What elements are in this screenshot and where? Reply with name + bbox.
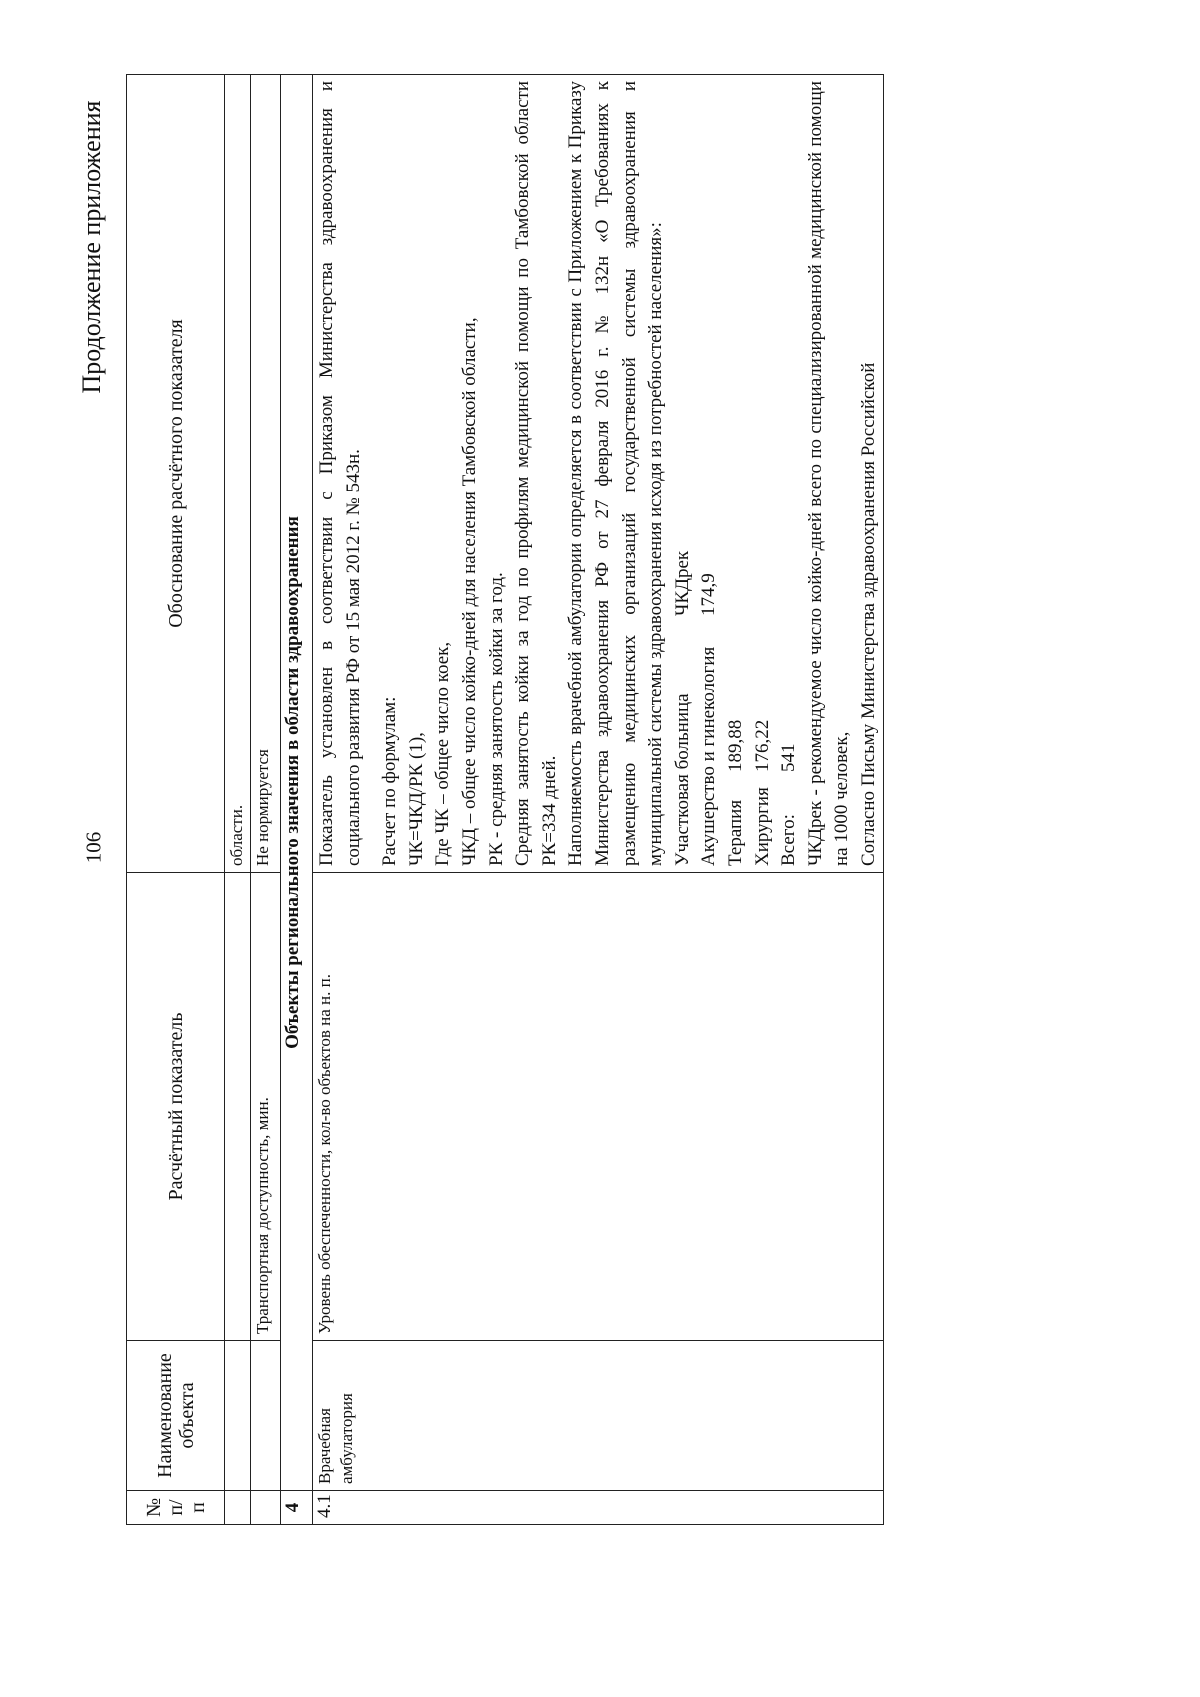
- bed-days-row: Всего:541: [778, 743, 800, 866]
- header-justification: Обоснование расчётного показателя: [127, 75, 225, 873]
- running-title: Продолжение приложения: [77, 100, 106, 394]
- justification-line: Наполняемость врачебной амбулатории определяется в соответствии с Приложением к Приказу Министерства здравоохранения РФ от 27 февраля 2016 г. № 132н «О Требованиях к размещению медицинских организаций государственной системы здравоохранения и муниципальной системы здравоохранения исходя из потребностей населения»:: [565, 81, 667, 866]
- row-number: 4.1: [313, 1491, 884, 1525]
- justification-line: Расчет по формулам:: [379, 696, 401, 866]
- table-row-transport: [251, 75, 281, 1525]
- justification-line: Средняя занятость койки за год по профилям медицинской помощи по Тамбовской области РК=334 дней.: [512, 81, 560, 866]
- section-number: 4: [281, 1491, 313, 1525]
- justification-line: Показатель установлен в соответствии с Приказом Министерства здравоохранения и социального развития РФ от 15 мая 2012 г. № 543н.: [316, 81, 364, 866]
- cell-transport-indicator: Транспортная доступность, мин.: [251, 873, 281, 1341]
- row-indicator: Уровень обеспеченности, кол-во объектов на н. п.: [313, 873, 884, 1341]
- cell-prev-continuation: области.: [225, 75, 251, 873]
- rotated-table-container: [126, 75, 1056, 1525]
- row-object-name: Врачебная амбулатория: [313, 1341, 884, 1491]
- row-justification: [313, 75, 884, 873]
- justification-line: ЧКД – общее число койко-дней для населения Тамбовской области,: [458, 317, 480, 866]
- table-row-prev-continuation: [225, 75, 251, 1525]
- justification-line: ЧК=ЧКД/РК (1),: [405, 732, 427, 866]
- indicators-table: [126, 74, 884, 1525]
- bed-days-row: Акушерство и гинекология174,9: [698, 573, 720, 866]
- bed-days-row: Хирургия176,22: [751, 719, 773, 866]
- justification-line: ЧКДрек - рекомендуемое число койко-дней всего по специализированной медицинской помощи на 1000 человек,: [804, 81, 853, 866]
- page-number: 106: [81, 831, 106, 864]
- bed-days-header: Участковая больницаЧКДрек: [671, 550, 693, 866]
- cell-transport-justification: Не нормируется: [251, 75, 281, 873]
- header-indicator: Расчётный показатель: [127, 873, 225, 1341]
- table-row-section: [281, 75, 313, 1525]
- justification-line: РК - средняя занятость койки за год.: [485, 572, 507, 866]
- table-header-row: [127, 75, 225, 1525]
- section-title: Объекты регионального значения в области здравоохранения: [281, 75, 313, 1491]
- header-object: Наименование объекта: [127, 1341, 225, 1491]
- header-num: № п/п: [127, 1491, 225, 1525]
- table-row-4-1: [313, 75, 884, 1525]
- justification-line: Где ЧК – общее число коек,: [432, 641, 454, 866]
- bed-days-row: Терапия189,88: [724, 719, 746, 866]
- justification-line: Согласно Письму Министерства здравоохранения Российской: [857, 362, 879, 866]
